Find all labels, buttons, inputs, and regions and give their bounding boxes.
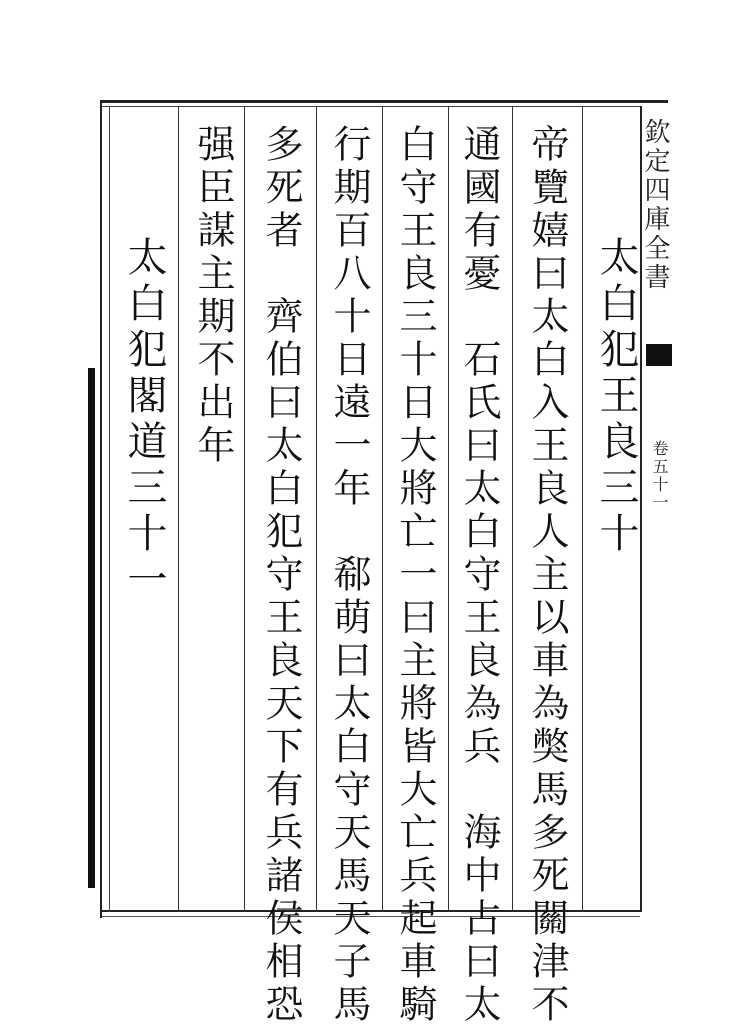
top-border — [100, 100, 668, 103]
binding-mark — [88, 368, 95, 888]
text-column: 帝覽嬉曰太白入王良人主以車為獘馬多死關津不 — [525, 124, 569, 1027]
column-divider — [178, 106, 179, 912]
section-heading: 太白犯閣道三十一 — [121, 236, 167, 604]
column-divider — [316, 106, 317, 912]
section-heading: 太白犯王良三十 — [593, 236, 639, 558]
text-column: 通國有憂 石氏曰太白守王良為兵 海中占曰太 — [457, 124, 501, 1027]
fish-tail-mark — [646, 344, 672, 366]
left-border — [100, 100, 102, 918]
book-title: 欽定四庫全書 — [640, 118, 670, 292]
volume-label: 卷五十一 — [650, 440, 669, 512]
top-inner-border — [100, 106, 640, 107]
column-divider — [512, 106, 513, 912]
text-column: 多死者 齊伯曰太白犯守王良天下有兵諸侯相恐 — [259, 124, 303, 1027]
column-divider — [582, 106, 583, 912]
column-divider — [382, 106, 383, 912]
left-inner-border — [109, 106, 110, 912]
column-divider — [448, 106, 449, 912]
text-column: 强臣謀主期不出年 — [191, 124, 235, 468]
text-column: 白守王良三十日大將亡一曰主將皆大亡兵起車騎 — [393, 124, 437, 1027]
column-divider — [244, 106, 245, 912]
text-column: 行期百八十日遠一年 郗萌曰太白守天馬天子馬 — [327, 124, 371, 1027]
